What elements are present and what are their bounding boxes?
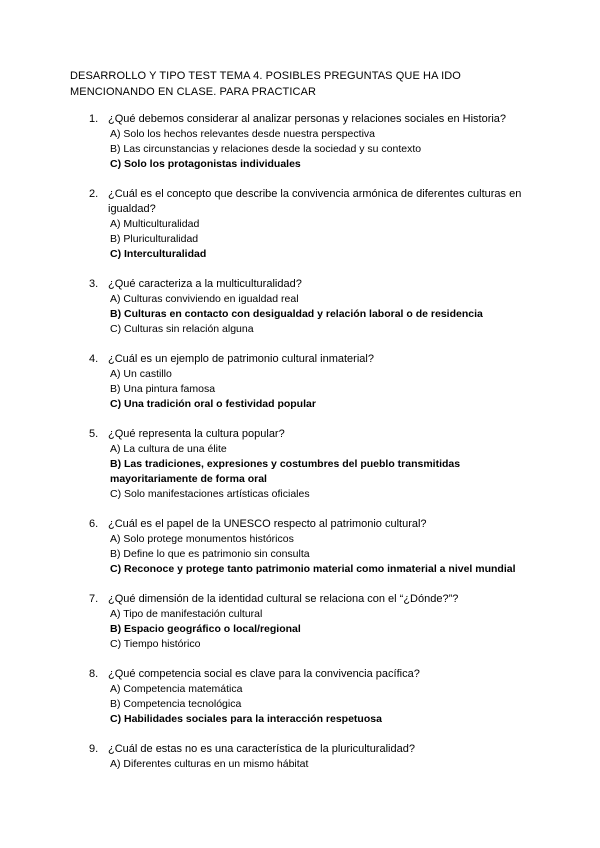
header-line-1: DESARROLLO Y TIPO TEST TEMA 4. POSIBLES PREGUNTAS QUE HA IDO — [70, 70, 461, 82]
answer-option: B) Competencia tecnológica — [110, 698, 242, 710]
answer-option-correct: C) Habilidades sociales para la interacción respetuosa — [110, 713, 382, 725]
answer-option: A) Solo los hechos relevantes desde nuestra perspectiva — [110, 128, 375, 140]
answer-option: B) Las circunstancias y relaciones desde la sociedad y su contexto — [110, 143, 422, 155]
question-number: 5. — [89, 428, 99, 440]
answer-option-correct: B) Espacio geográfico o local/regional — [110, 623, 301, 635]
answer-option: A) Tipo de manifestación cultural — [110, 608, 263, 620]
answer-option: A) Diferentes culturas en un mismo hábitat — [110, 758, 309, 770]
answer-option: A) Multiculturalidad — [110, 218, 200, 230]
question-item — [0, 667, 600, 727]
answer-option: C) Tiempo histórico — [110, 638, 201, 650]
question-text: ¿Cuál es un ejemplo de patrimonio cultural inmaterial? — [108, 353, 374, 365]
question-number: 8. — [89, 668, 99, 680]
question-item — [0, 352, 600, 412]
question-text: ¿Cuál es el concepto que describe la convivencia armónica de diferentes culturas en igualdad? — [108, 188, 522, 215]
document-header — [70, 68, 540, 100]
question-text: ¿Qué debemos considerar al analizar personas y relaciones sociales en Historia? — [108, 113, 507, 125]
question-item — [0, 592, 600, 652]
question-number: 3. — [89, 278, 99, 290]
answer-option: A) Competencia matemática — [110, 683, 243, 695]
question-item — [0, 517, 600, 577]
question-text: ¿Cuál es el papel de la UNESCO respecto al patrimonio cultural? — [108, 518, 427, 530]
answer-option: C) Solo manifestaciones artísticas oficiales — [110, 488, 310, 500]
answer-option-correct: B) Culturas en contacto con desigualdad y relación laboral o de residencia — [110, 308, 483, 320]
question-text: ¿Qué caracteriza a la multiculturalidad? — [108, 278, 302, 290]
question-item — [0, 187, 600, 262]
answer-option: A) Culturas conviviendo en igualdad real — [110, 293, 299, 305]
header-line-2: MENCIONANDO EN CLASE. PARA PRACTICAR — [70, 86, 317, 98]
question-text: ¿Qué representa la cultura popular? — [108, 428, 285, 440]
answer-option: C) Culturas sin relación alguna — [110, 323, 254, 335]
question-item — [0, 277, 600, 337]
question-text: ¿Cuál de estas no es una característica de la pluriculturalidad? — [108, 743, 415, 755]
question-number: 9. — [89, 743, 99, 755]
question-list — [0, 112, 600, 787]
question-number: 2. — [89, 188, 99, 200]
question-number: 6. — [89, 518, 99, 530]
answer-option: A) La cultura de una élite — [110, 443, 227, 455]
answer-option-correct: C) Solo los protagonistas individuales — [110, 158, 301, 170]
question-number: 1. — [89, 113, 99, 125]
answer-option: A) Solo protege monumentos históricos — [110, 533, 294, 545]
answer-option-correct: C) Interculturalidad — [110, 248, 207, 260]
question-item — [0, 742, 600, 772]
answer-option: B) Define lo que es patrimonio sin consulta — [110, 548, 310, 560]
question-text: ¿Qué competencia social es clave para la convivencia pacífica? — [108, 668, 420, 680]
question-item — [0, 112, 600, 172]
question-number: 7. — [89, 593, 99, 605]
answer-option: B) Una pintura famosa — [110, 383, 216, 395]
answer-option-correct: C) Reconoce y protege tanto patrimonio material como inmaterial a nivel mundial — [110, 563, 516, 575]
answer-option-correct: B) Las tradiciones, expresiones y costumbres del pueblo transmitidas mayoritariamente de forma oral — [110, 458, 461, 485]
question-item — [0, 427, 600, 502]
answer-option: B) Pluriculturalidad — [110, 233, 199, 245]
question-number: 4. — [89, 353, 99, 365]
answer-option-correct: C) Una tradición oral o festividad popular — [110, 398, 316, 410]
answer-option: A) Un castillo — [110, 368, 172, 380]
question-text: ¿Qué dimensión de la identidad cultural se relaciona con el “¿Dónde?”? — [108, 593, 459, 605]
